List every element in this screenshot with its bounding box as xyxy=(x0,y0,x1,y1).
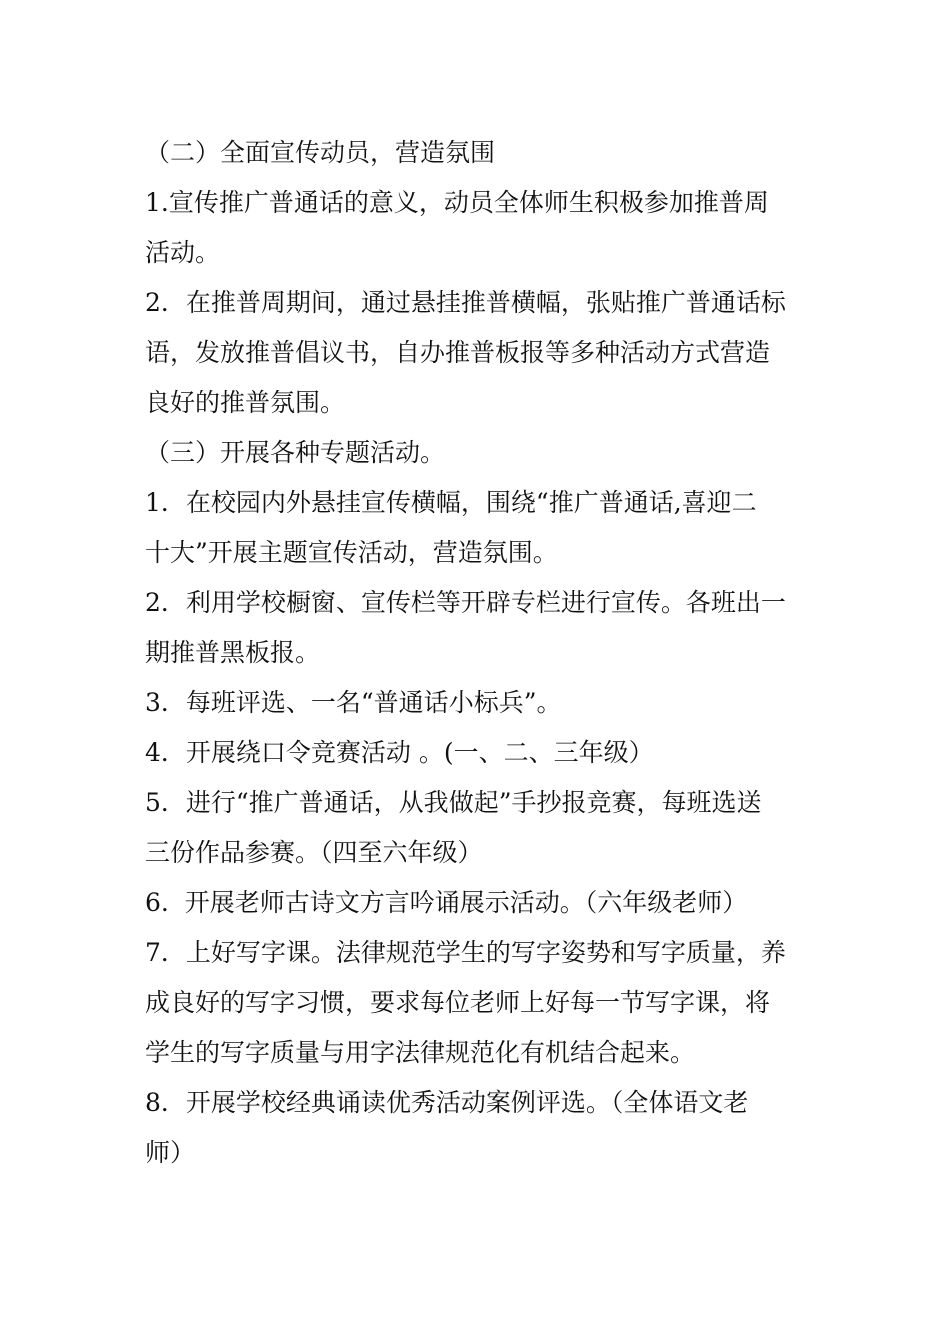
paragraph-line: 7．上好写字课。法律规范学生的写字姿势和写字质量，养 xyxy=(145,938,786,967)
document-body xyxy=(145,128,825,1178)
paragraph-line: 4．开展绕口令竞赛活动 。(一、二、三年级） xyxy=(145,738,654,767)
paragraph-line: 师） xyxy=(145,1138,196,1167)
paragraph-line: 期推普黑板报。 xyxy=(145,638,321,667)
paragraph-line: 语，发放推普倡议书，自办推普板报等多种活动方式营造 xyxy=(145,338,771,367)
section-heading-3: （三）开展各种专题活动。 xyxy=(145,438,446,467)
section-heading-2: （二）全面宣传动员，营造氛围 xyxy=(145,138,496,167)
paragraph-line: 2．在推普周期间，通过悬挂推普横幅，张贴推广普通话标 xyxy=(145,288,786,317)
paragraph-line: 学生的写字质量与用字法律规范化有机结合起来。 xyxy=(145,1038,696,1067)
paragraph-line: 良好的推普氛围。 xyxy=(145,388,346,417)
paragraph-line: 活动。 xyxy=(145,238,221,267)
paragraph-line: 成良好的写字习惯，要求每位老师上好每一节写字课，将 xyxy=(145,988,771,1017)
paragraph-line: 6. 开展老师古诗文方言吟诵展示活动。（六年级老师） xyxy=(145,888,748,917)
paragraph-line: 3．每班评选、一名“普通话小标兵”。 xyxy=(145,688,562,717)
paragraph-line: 1．在校园内外悬挂宣传横幅，围绕“推广普通话,喜迎二 xyxy=(145,488,757,517)
paragraph-line: 三份作品参赛。（四至六年级） xyxy=(145,838,483,867)
paragraph-line: 5．进行“推广普通话，从我做起”手抄报竞赛，每班选送 xyxy=(145,788,762,817)
paragraph-line: 十大”开展主题宣传活动，营造氛围。 xyxy=(145,538,558,567)
paragraph-line: 8．开展学校经典诵读优秀活动案例评选。（全体语文老 xyxy=(145,1088,749,1117)
paragraph-line: 1.宣传推广普通话的意义，动员全体师生积极参加推普周 xyxy=(145,188,769,217)
paragraph-line: 2．利用学校橱窗、宣传栏等开辟专栏进行宣传。各班出一 xyxy=(145,588,786,617)
